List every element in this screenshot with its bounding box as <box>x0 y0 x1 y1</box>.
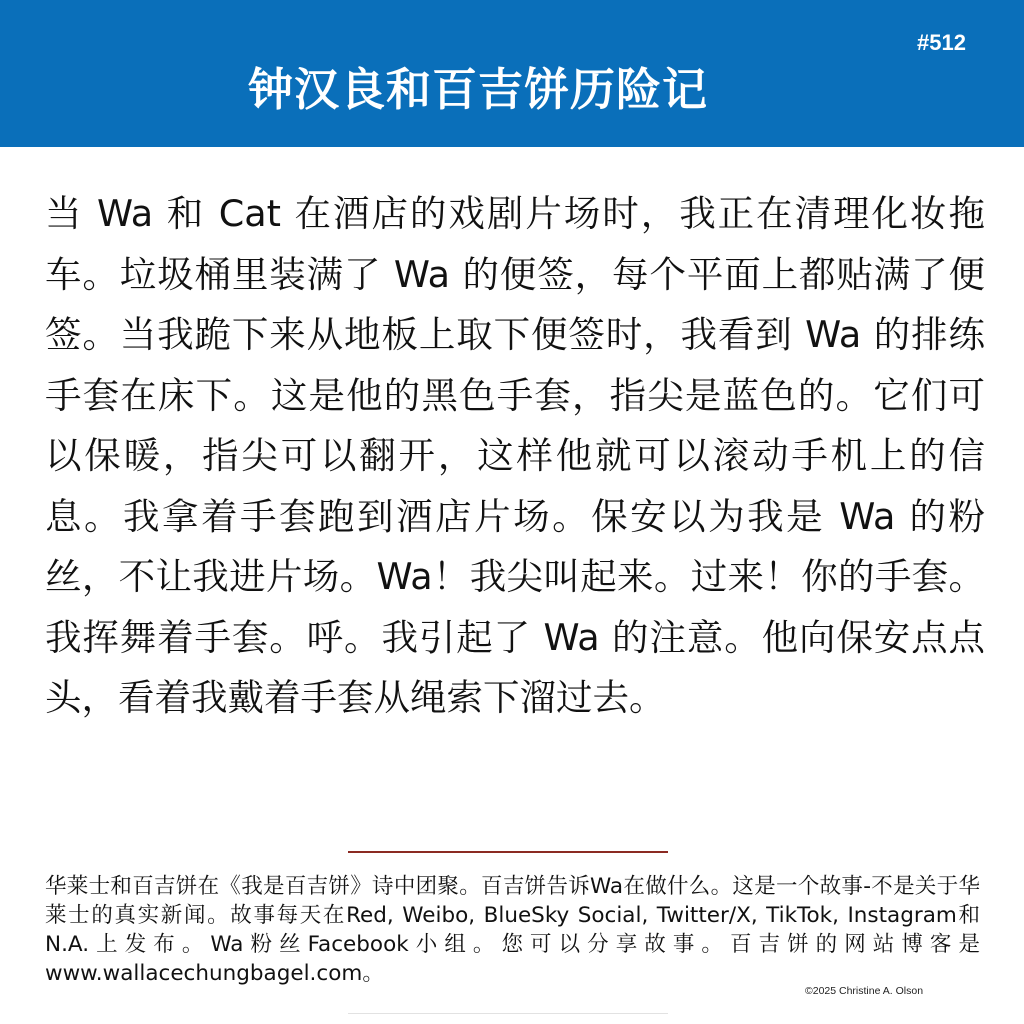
story-text: 当 Wa 和 Cat 在酒店的戏剧片场时，我正在清理化妆拖车。垃圾桶里装满了 Wa 的便签，每个平面上都贴满了便签。当我跪下来从地板上取下便签时，我看到 Wa 的排练手套在床下。这是他的黑色手套，指尖是蓝色的。它们可以保暖，指尖可以翻开，这样他就可以滚动手机上的信息。我拿着手套跑到酒店片场。保安以为我是 Wa 的粉丝，不让我进片场。Wa！我尖叫起来。过来！你的手套。我挥舞着手套。呼。我引起了 Wa 的注意。他向保安点点头，看着我戴着手套从绳索下溜过去。 <box>45 192 985 719</box>
bottom-divider <box>348 1013 668 1014</box>
footer-divider <box>348 851 668 853</box>
footer-note: 华莱士和百吉饼在《我是百吉饼》诗中团聚。百吉饼告诉Wa在做什么。这是一个故事-不是关于华莱士的真实新闻。故事每天在Red, Weibo, BlueSky Social, Twitter/X, TikTok, Instagram和N.A.上发布。Wa粉丝Facebook小组。您可以分享故事。百吉饼的网站博客是www.wallacechungbagel.com。 <box>45 874 980 986</box>
copyright-notice: ©2025 Christine A. Olson <box>805 985 924 997</box>
header-banner <box>0 0 1024 147</box>
page-title: 钟汉良和百吉饼历险记 <box>247 63 708 116</box>
episode-number: #512 <box>917 30 966 55</box>
